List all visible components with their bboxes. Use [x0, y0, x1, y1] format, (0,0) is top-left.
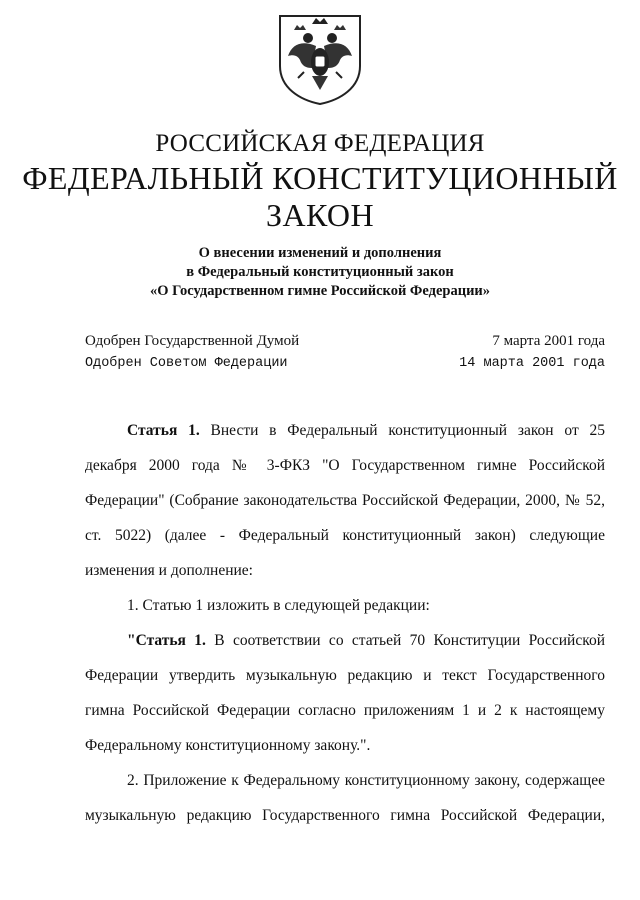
law-title	[0, 244, 640, 301]
law-title-line: «О Государственном гимне Российской Федерации»	[149, 283, 491, 299]
quoted-article-line: Федеральному конституционному закону.".	[85, 737, 371, 754]
quoted-article-line: Федерации утвердить музыкальную редакцию и текст Государственного	[85, 667, 605, 684]
quoted-article	[85, 623, 605, 763]
duma-approval-row	[85, 333, 605, 355]
article-1-line: декабря 2000 года № 3-ФКЗ "О Государственном гимне Российской	[85, 457, 605, 474]
country-name: РОССИЙСКАЯ ФЕДЕРАЦИЯ	[155, 130, 485, 157]
quoted-article-line: гимна Российской Федерации согласно приложениям 1 и 2 к настоящему	[85, 702, 605, 719]
council-approval-row	[85, 356, 605, 378]
council-approval-label: Одобрен Советом Федерации	[85, 356, 288, 371]
coat-of-arms-icon	[272, 10, 368, 106]
quoted-article-text: В соответствии со статьей 70 Конституции Российской	[214, 632, 605, 649]
quoted-article-line	[85, 623, 605, 658]
article-1-line: Федерации" (Собрание законодательства Российской Федерации, 2000, № 52,	[85, 492, 605, 509]
law-title-line: О внесении изменений и дополнения	[198, 245, 442, 261]
quoted-article-heading: "Статья 1.	[127, 632, 206, 649]
duma-approval-label: Одобрен Государственной Думой	[85, 333, 300, 349]
law-title-line: в Федеральный конституционный закон	[186, 264, 454, 280]
article-1-heading: Статья 1.	[127, 422, 200, 439]
article-1-text: Внести в Федеральный конституционный закон от 25	[210, 422, 606, 439]
item-2-line: музыкальную редакцию Государственного гимна Российской Федерации,	[85, 807, 605, 824]
article-1-line: изменения и дополнение:	[85, 562, 253, 579]
item-2-line: 2. Приложение к Федеральному конституционному закону, содержащее	[127, 772, 605, 789]
article-1-line	[85, 413, 605, 448]
item-2	[85, 763, 605, 833]
article-1	[85, 413, 605, 588]
duma-approval-date: 7 марта 2001 года	[492, 333, 605, 349]
law-type-heading: ФЕДЕРАЛЬНЫЙ КОНСТИТУЦИОННЫЙ ЗАКОН	[22, 160, 618, 233]
item-1	[85, 588, 605, 623]
item-1-text: 1. Статью 1 изложить в следующей редакции:	[127, 597, 430, 614]
council-approval-date: 14 марта 2001 года	[459, 356, 605, 371]
article-1-line: ст. 5022) (далее - Федеральный конституционный закон) следующие	[85, 527, 605, 544]
